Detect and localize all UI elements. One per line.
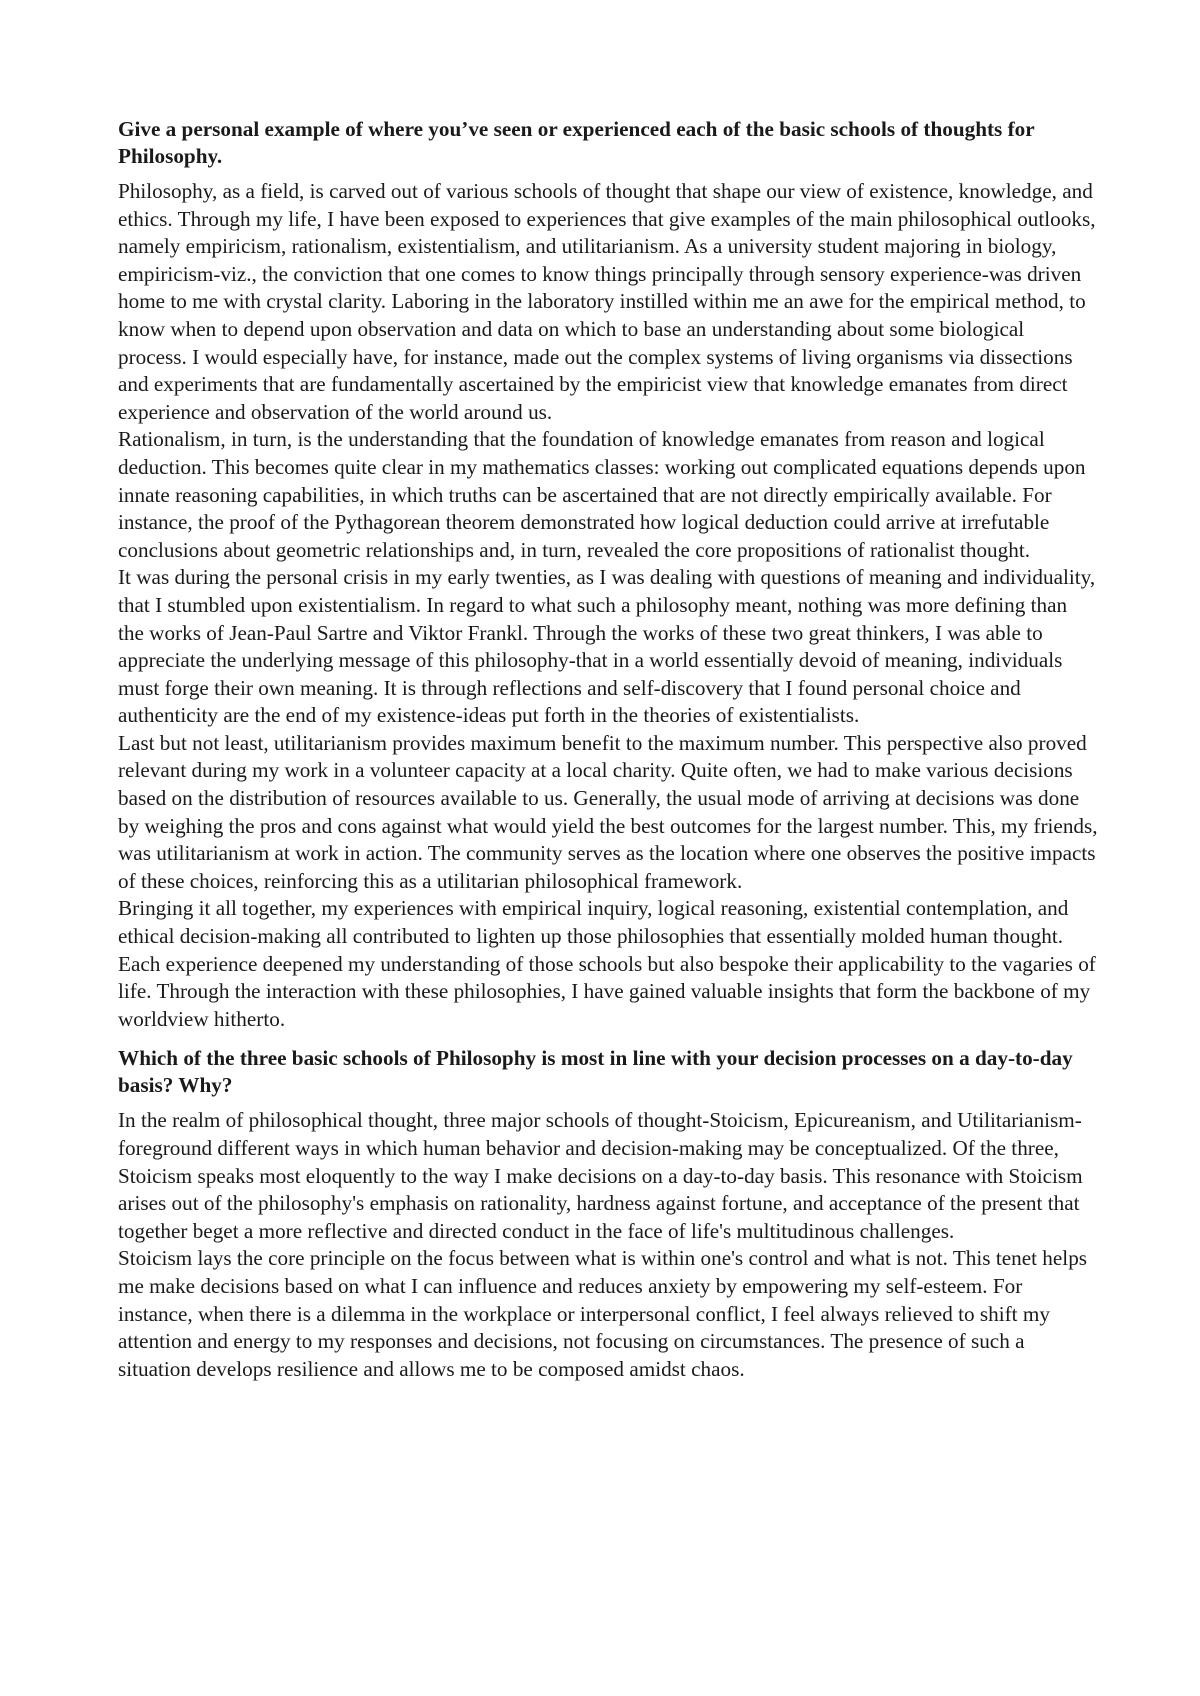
- paragraph-empiricism: Philosophy, as a field, is carved out of various schools of thought that shape our view of existence, knowledge, and ethics. Through my life, I have been exposed to experiences that give examples of the main philosophical outlooks, namely empiricism, rationalism, existentialism, and utilitarianism. As a university student majoring in biology, empiricism-viz., the conviction that one comes to know things principally through sensory experience-was driven home to me with crystal clarity. Laboring in the laboratory instilled within me an awe for the empirical method, to know when to depend upon observation and data on which to base an understanding about some biological process. I would especially have, for instance, made out the complex systems of living organisms via dissections and experiments that are fundamentally ascertained by the empiricist view that knowledge emanates from direct experience and observation of the world around us.: [118, 179, 1096, 424]
- paragraph-existentialism: It was during the personal crisis in my early twenties, as I was dealing with questions of meaning and individuality, that I stumbled upon existentialism. In regard to what such a philosophy meant, nothing was more defining than the works of Jean-Paul Sartre and Viktor Frankl. Through the works of these two great thinkers, I was able to appreciate the underlying message of this philosophy-that in a world essentially devoid of meaning, individuals must forge their own meaning. It is through reflections and self-discovery that I found personal choice and authenticity are the end of my existence-ideas put forth in the theories of existentialists.: [118, 565, 1096, 728]
- paragraph-utilitarianism: Last but not least, utilitarianism provides maximum benefit to the maximum number. This perspective also proved relevant during my work in a volunteer capacity at a local charity. Quite often, we had to make various decisions based on the distribution of resources available to us. Generally, the usual mode of arriving at decisions was done by weighing the pros and cons against what would yield the best outcomes for the largest number. This, my friends, was utilitarianism at work in action. The community serves as the location where one observes the positive impacts of these choices, reinforcing this as a utilitarian philosophical framework.: [118, 730, 1098, 893]
- paragraph-stoicism-intro: In the realm of philosophical thought, three major schools of thought-Stoicism, Epicureanism, and Utilitarianism-foreground different ways in which human behavior and decision-making may be conceptualized. Of the three, Stoicism speaks most eloquently to the way I make decisions on a day-to-day basis. This resonance with Stoicism arises out of the philosophy's emphasis on rationality, hardness against fortune, and acceptance of the present that together beget a more reflective and directed conduct in the face of life's multitudinous challenges.: [118, 1108, 1083, 1243]
- paragraph-conclusion: Bringing it all together, my experiences with empirical inquiry, logical reasoning, existential contemplation, and ethical decision-making all contributed to lighten up those philosophies that essentially molded human thought. Each experience deepened my understanding of those schools but also bespoke their applicability to the vagaries of life. Through the interaction with these philosophies, I have gained valuable insights that form the backbone of my worldview hitherto.: [118, 896, 1096, 1031]
- question-heading-2: Which of the three basic schools of Philosophy is most in line with your decision processes on a day-to-day basis? Why?: [118, 1046, 1073, 1098]
- paragraph-rationalism: Rationalism, in turn, is the understanding that the foundation of knowledge emanates from reason and logical deduction. This becomes quite clear in my mathematics classes: working out complicated equations depends upon innate reasoning capabilities, in which truths can be ascertained that are not directly empirically available. For instance, the proof of the Pythagorean theorem demonstrated how logical deduction could arrive at irrefutable conclusions about geometric relationships and, in turn, revealed the core propositions of rationalist thought.: [118, 427, 1086, 562]
- question-heading-1: Give a personal example of where you’ve seen or experienced each of the basic schools of thoughts for Philosophy.: [118, 117, 1035, 168]
- paragraph-stoicism-principle: Stoicism lays the core principle on the focus between what is within one's control and what is not. This tenet helps me make decisions based on what I can influence and reduces anxiety by empowering my self-esteem. For instance, when there is a dilemma in the workplace or interpersonal conflict, I feel always relieved to shift my attention and energy to my responses and decisions, not focusing on circumstances. The presence of such a situation develops resilience and allows me to be composed amidst chaos.: [118, 1246, 1088, 1381]
- document-page: [118, 116, 1098, 1383]
